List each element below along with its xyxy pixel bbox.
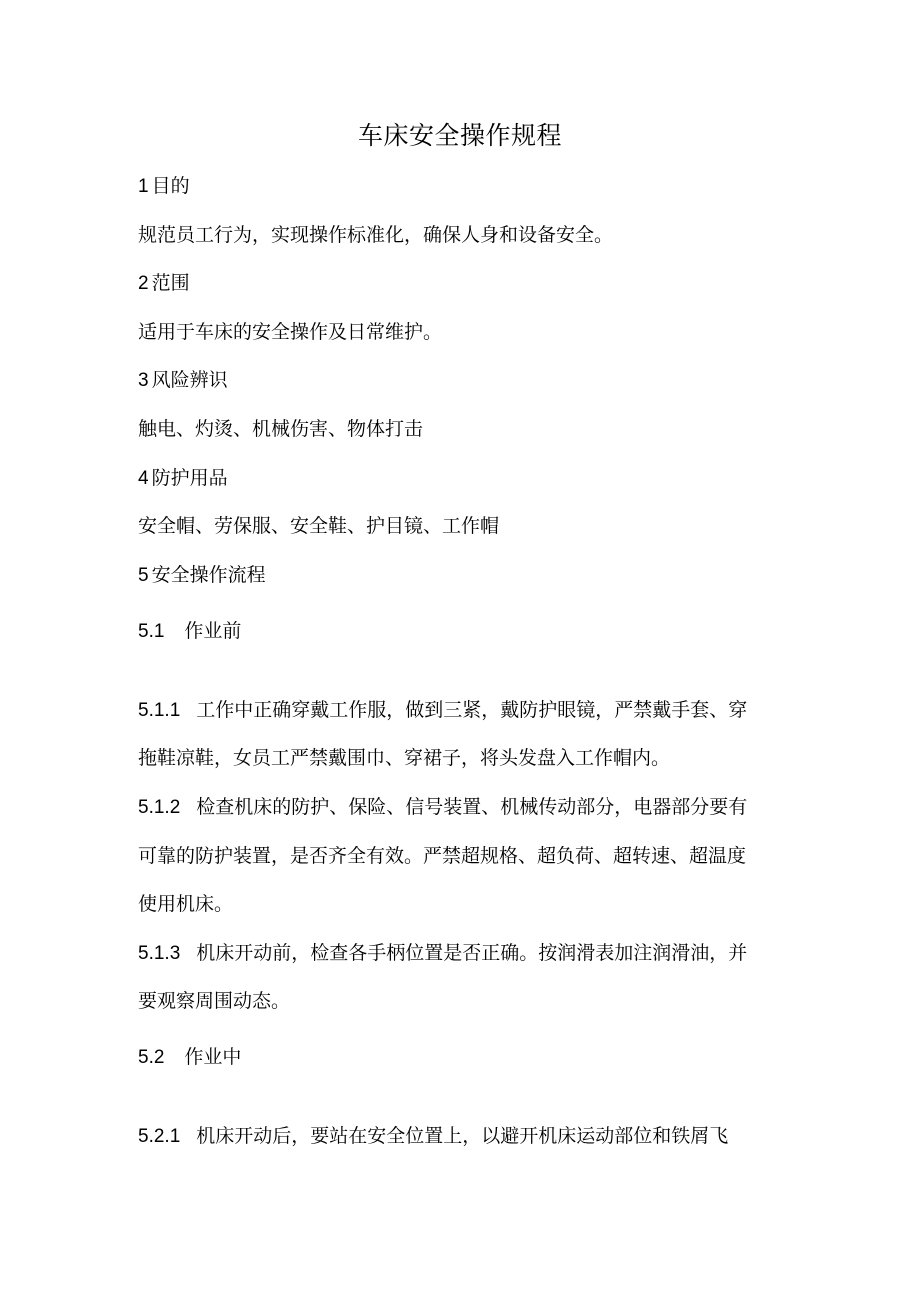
clause-5-1-1-line-2: 拖鞋凉鞋，女员工严禁戴围巾、穿裙子，将头发盘入工作帽内。 [138, 747, 671, 769]
clause-5-1-2-line-3: 使用机床。 [138, 893, 234, 915]
section-heading-text: 防护用品 [151, 467, 228, 489]
subsection-heading-during [138, 1043, 788, 1072]
section-heading-scope [138, 269, 788, 298]
clause-number: 5.1.3 [138, 943, 181, 964]
clause-text: 检查机床的防护、保险、信号装置、机械传动部分，电器部分要有 [196, 796, 748, 818]
section-heading-purpose [138, 172, 788, 201]
section-heading-ppe [138, 464, 788, 493]
section-heading-text: 风险辨识 [151, 369, 228, 391]
section-body-purpose: 规范员工行为，实现操作标准化，确保人身和设备安全。 [138, 224, 614, 246]
section-number: 4 [138, 468, 149, 489]
clause-5-1-2-line-1 [138, 793, 788, 822]
section-body-ppe: 安全帽、劳保服、安全鞋、护目镜、工作帽 [138, 515, 500, 537]
subsection-number: 5.2 [138, 1047, 165, 1068]
clause-text: 机床开动后，要站在安全位置上，以避开机床运动部位和铁屑飞 [196, 1125, 729, 1147]
section-number: 1 [138, 176, 149, 197]
section-number: 3 [138, 370, 149, 391]
section-body-scope: 适用于车床的安全操作及日常维护。 [138, 321, 443, 343]
section-heading-text: 范围 [151, 272, 190, 294]
subsection-heading-text: 作业中 [184, 1046, 242, 1068]
clause-5-2-1-line-1 [138, 1122, 788, 1151]
clause-text: 机床开动前，检查各手柄位置是否正确。按润滑表加注润滑油，并 [196, 942, 748, 964]
section-number: 2 [138, 273, 149, 294]
section-heading-risk [138, 366, 788, 395]
document-title: 车床安全操作规程 [357, 121, 562, 150]
section-heading-text: 目的 [151, 175, 190, 197]
subsection-heading-text: 作业前 [184, 620, 242, 642]
clause-text: 工作中正确穿戴工作服，做到三紧，戴防护眼镜，严禁戴手套、穿 [196, 699, 748, 721]
clause-number: 5.2.1 [138, 1126, 181, 1147]
section-heading-procedure [138, 561, 788, 590]
section-heading-text: 安全操作流程 [151, 564, 266, 586]
clause-number: 5.1.2 [138, 797, 181, 818]
section-body-risk: 触电、灼烫、机械伤害、物体打击 [138, 418, 424, 440]
clause-5-1-3-line-1 [138, 939, 788, 968]
clause-5-1-1-line-1 [138, 696, 788, 725]
clause-5-1-3-line-2: 要观察周围动态。 [138, 990, 291, 1012]
clause-number: 5.1.1 [138, 700, 181, 721]
subsection-number: 5.1 [138, 621, 165, 642]
section-number: 5 [138, 565, 149, 586]
clause-5-1-2-line-2: 可靠的防护装置，是否齐全有效。严禁超规格、超负荷、超转速、超温度 [138, 845, 747, 867]
subsection-heading-before [138, 617, 788, 646]
